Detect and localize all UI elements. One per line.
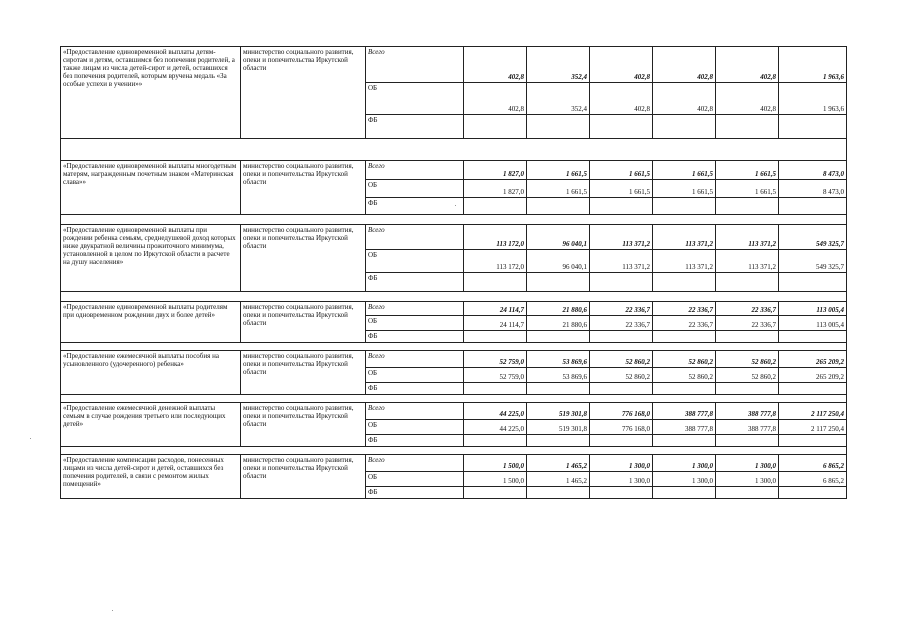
- year-amount-cell: [716, 487, 779, 499]
- year-amount-cell: [527, 198, 590, 215]
- sum-cell: 8 473,0: [779, 180, 847, 198]
- year-amount-cell: 113 371,2: [590, 250, 653, 273]
- year-amount-cell: [527, 435, 590, 447]
- sum-cell: 6 865,2: [779, 472, 847, 487]
- funding-source-label: Всего: [366, 455, 464, 472]
- year-amount-cell: 1 500,0: [464, 472, 527, 487]
- funding-source-label: ОБ: [366, 250, 464, 273]
- year-amount-cell: 1 500,0: [464, 455, 527, 472]
- year-amount-cell: 388 777,8: [716, 403, 779, 420]
- year-amount-cell: 52 860,2: [653, 368, 716, 383]
- year-amount-cell: [653, 115, 716, 139]
- year-amount-cell: [716, 331, 779, 343]
- year-amount-cell: [716, 273, 779, 292]
- year-amount-cell: 24 114,7: [464, 316, 527, 331]
- table-row: [61, 455, 847, 472]
- year-amount-cell: [590, 115, 653, 139]
- year-amount-cell: 402,8: [464, 83, 527, 115]
- year-amount-cell: 519 301,8: [527, 420, 590, 435]
- year-amount-cell: [653, 198, 716, 215]
- year-amount-cell: 402,8: [590, 47, 653, 83]
- table-row: [61, 161, 847, 180]
- measure-description: «Предоставление компенсации расходов, понесенных лицами из числа детей-сирот и детей, оставшихся без попечения родителей, в связи с ремонтом жилых помещений»: [61, 455, 241, 499]
- sum-cell: [779, 383, 847, 395]
- funding-source-label: Всего: [366, 225, 464, 250]
- year-amount-cell: 22 336,7: [590, 316, 653, 331]
- year-amount-cell: 113 371,2: [653, 250, 716, 273]
- funding-source-label: Всего: [366, 302, 464, 316]
- funding-source-label: ОБ: [366, 83, 464, 115]
- year-amount-cell: 52 860,2: [716, 351, 779, 368]
- sum-cell: [779, 115, 847, 139]
- year-amount-cell: 113 371,2: [653, 225, 716, 250]
- funding-source-label: Всего: [366, 403, 464, 420]
- year-amount-cell: [464, 435, 527, 447]
- funding-source-label: ФБ: [366, 435, 464, 447]
- year-amount-cell: [590, 331, 653, 343]
- table-body: [61, 47, 847, 499]
- scan-speck: [112, 610, 113, 611]
- year-amount-cell: 1 300,0: [590, 472, 653, 487]
- group-spacer: [61, 395, 847, 403]
- year-amount-cell: [716, 383, 779, 395]
- year-amount-cell: [527, 115, 590, 139]
- table-row: [61, 403, 847, 420]
- year-amount-cell: 113 371,2: [590, 225, 653, 250]
- year-amount-cell: [464, 198, 527, 215]
- measure-description: «Предоставление единовременной выплаты многодетным матерям, награжденным почетным знаком «Материнская слава»»: [61, 161, 241, 215]
- year-amount-cell: 1 300,0: [716, 455, 779, 472]
- year-amount-cell: 1 661,5: [716, 161, 779, 180]
- year-amount-cell: [464, 383, 527, 395]
- year-amount-cell: 1 300,0: [653, 472, 716, 487]
- sum-cell: [779, 273, 847, 292]
- year-amount-cell: [653, 383, 716, 395]
- year-amount-cell: 388 777,8: [716, 420, 779, 435]
- year-amount-cell: 21 880,6: [527, 316, 590, 331]
- sum-cell: 1 963,6: [779, 83, 847, 115]
- group-spacer: [61, 343, 847, 351]
- year-amount-cell: 1 300,0: [716, 472, 779, 487]
- spacer-cell: [61, 447, 847, 455]
- spacer-cell: [61, 343, 847, 351]
- year-amount-cell: [464, 115, 527, 139]
- year-amount-cell: 52 860,2: [653, 351, 716, 368]
- table-row: [61, 225, 847, 250]
- budget-table: [60, 46, 847, 499]
- year-amount-cell: 1 661,5: [653, 161, 716, 180]
- year-amount-cell: 1 827,0: [464, 161, 527, 180]
- year-amount-cell: [716, 435, 779, 447]
- spacer-cell: [61, 215, 847, 225]
- sum-cell: [779, 331, 847, 343]
- year-amount-cell: [464, 331, 527, 343]
- year-amount-cell: 1 661,5: [527, 180, 590, 198]
- year-amount-cell: 96 040,1: [527, 225, 590, 250]
- year-amount-cell: 776 168,0: [590, 403, 653, 420]
- year-amount-cell: [590, 435, 653, 447]
- year-amount-cell: 388 777,8: [653, 420, 716, 435]
- funding-source-label: ОБ: [366, 316, 464, 331]
- year-amount-cell: 22 336,7: [653, 316, 716, 331]
- year-amount-cell: 44 225,0: [464, 420, 527, 435]
- measure-description: «Предоставление ежемесячной денежной выплаты семьям в случае рождения третьего или последующих детей»: [61, 403, 241, 447]
- measure-description: «Предоставление единовременной выплаты детям-сиротам и детям, оставшимся без попечения родителей, а также лицам из числа детей-сирот и детей, оставшихся без попечения родителей, которым вручена медаль «За особые успехи в учении»»: [61, 47, 241, 139]
- year-amount-cell: [653, 273, 716, 292]
- year-amount-cell: [716, 198, 779, 215]
- year-amount-cell: 113 172,0: [464, 250, 527, 273]
- funding-source-label: ОБ: [366, 180, 464, 198]
- year-amount-cell: 113 371,2: [716, 225, 779, 250]
- year-amount-cell: 113 172,0: [464, 225, 527, 250]
- year-amount-cell: 402,8: [590, 83, 653, 115]
- year-amount-cell: 44 225,0: [464, 403, 527, 420]
- responsible-agency: министерство социального развития, опеки и попечительства Иркутской области: [241, 403, 366, 447]
- year-amount-cell: 1 661,5: [590, 161, 653, 180]
- funding-source-label: ФБ: [366, 383, 464, 395]
- sum-cell: 549 325,7: [779, 225, 847, 250]
- year-amount-cell: 519 301,8: [527, 403, 590, 420]
- year-amount-cell: 22 336,7: [716, 316, 779, 331]
- year-amount-cell: 1 465,2: [527, 472, 590, 487]
- year-amount-cell: 1 661,5: [716, 180, 779, 198]
- year-amount-cell: 52 860,2: [590, 351, 653, 368]
- year-amount-cell: [653, 435, 716, 447]
- funding-source-label: ФБ: [366, 273, 464, 292]
- funding-source-label: Всего: [366, 351, 464, 368]
- sum-cell: [779, 198, 847, 215]
- year-amount-cell: [527, 383, 590, 395]
- table-row: [61, 302, 847, 316]
- year-amount-cell: 388 777,8: [653, 403, 716, 420]
- measure-description: «Предоставление единовременной выплаты родителям при одновременном рождении двух и более детей»: [61, 302, 241, 343]
- sum-cell: [779, 435, 847, 447]
- measure-description: «Предоставление ежемесячной выплаты пособия на усыновленного (удочеренного) ребенка»: [61, 351, 241, 395]
- year-amount-cell: 52 860,2: [590, 368, 653, 383]
- group-spacer: [61, 139, 847, 161]
- responsible-agency: министерство социального развития, опеки и попечительства Иркутской области: [241, 455, 366, 499]
- year-amount-cell: 402,8: [716, 47, 779, 83]
- year-amount-cell: 96 040,1: [527, 250, 590, 273]
- scan-speck: [30, 438, 31, 439]
- funding-source-label: Всего: [366, 161, 464, 180]
- year-amount-cell: [527, 487, 590, 499]
- year-amount-cell: 53 869,6: [527, 368, 590, 383]
- sum-cell: [779, 487, 847, 499]
- sum-cell: 2 117 250,4: [779, 403, 847, 420]
- funding-source-label: ОБ: [366, 472, 464, 487]
- year-amount-cell: [527, 273, 590, 292]
- sum-cell: 2 117 250,4: [779, 420, 847, 435]
- year-amount-cell: 402,8: [653, 47, 716, 83]
- funding-source-label: ОБ: [366, 420, 464, 435]
- year-amount-cell: 402,8: [464, 47, 527, 83]
- year-amount-cell: 1 661,5: [653, 180, 716, 198]
- year-amount-cell: 22 336,7: [716, 302, 779, 316]
- scan-speck: [455, 205, 456, 206]
- sum-cell: 113 005,4: [779, 316, 847, 331]
- year-amount-cell: [464, 273, 527, 292]
- year-amount-cell: 402,8: [653, 83, 716, 115]
- group-spacer: [61, 447, 847, 455]
- spacer-cell: [61, 292, 847, 302]
- sum-cell: 113 005,4: [779, 302, 847, 316]
- funding-source-label: Всего: [366, 47, 464, 83]
- year-amount-cell: [527, 331, 590, 343]
- funding-source-label: ФБ: [366, 115, 464, 139]
- sum-cell: 549 325,7: [779, 250, 847, 273]
- year-amount-cell: 52 759,0: [464, 368, 527, 383]
- year-amount-cell: 21 880,6: [527, 302, 590, 316]
- spacer-cell: [61, 139, 847, 161]
- year-amount-cell: 352,4: [527, 47, 590, 83]
- year-amount-cell: 1 465,2: [527, 455, 590, 472]
- year-amount-cell: [590, 198, 653, 215]
- spacer-cell: [61, 395, 847, 403]
- sum-cell: 1 963,6: [779, 47, 847, 83]
- year-amount-cell: [590, 487, 653, 499]
- responsible-agency: министерство социального развития, опеки и попечительства Иркутской области: [241, 47, 366, 139]
- responsible-agency: министерство социального развития, опеки и попечительства Иркутской области: [241, 302, 366, 343]
- year-amount-cell: [716, 115, 779, 139]
- sum-cell: 8 473,0: [779, 161, 847, 180]
- measure-description: «Предоставление единовременной выплаты при рождении ребенка семьям, среднедушевой доход которых ниже двукратной величины прожиточного минимума, установленной в целом по Иркутской области в расчете на душу населения»: [61, 225, 241, 292]
- responsible-agency: министерство социального развития, опеки и попечительства Иркутской области: [241, 161, 366, 215]
- group-spacer: [61, 292, 847, 302]
- year-amount-cell: [464, 487, 527, 499]
- year-amount-cell: 402,8: [716, 83, 779, 115]
- group-spacer: [61, 215, 847, 225]
- year-amount-cell: 22 336,7: [653, 302, 716, 316]
- year-amount-cell: [590, 383, 653, 395]
- year-amount-cell: 24 114,7: [464, 302, 527, 316]
- year-amount-cell: 1 661,5: [590, 180, 653, 198]
- year-amount-cell: 352,4: [527, 83, 590, 115]
- funding-source-label: ФБ: [366, 487, 464, 499]
- year-amount-cell: 53 869,6: [527, 351, 590, 368]
- year-amount-cell: 1 661,5: [527, 161, 590, 180]
- year-amount-cell: 113 371,2: [716, 250, 779, 273]
- funding-source-label: ФБ: [366, 331, 464, 343]
- year-amount-cell: [653, 487, 716, 499]
- year-amount-cell: [590, 273, 653, 292]
- year-amount-cell: 1 300,0: [590, 455, 653, 472]
- funding-source-label: ФБ: [366, 198, 464, 215]
- year-amount-cell: 1 300,0: [653, 455, 716, 472]
- table-row: [61, 351, 847, 368]
- year-amount-cell: 22 336,7: [590, 302, 653, 316]
- table-row: [61, 47, 847, 83]
- responsible-agency: министерство социального развития, опеки и попечительства Иркутской области: [241, 225, 366, 292]
- year-amount-cell: 52 759,0: [464, 351, 527, 368]
- sum-cell: 6 865,2: [779, 455, 847, 472]
- year-amount-cell: [653, 331, 716, 343]
- sum-cell: 265 209,2: [779, 368, 847, 383]
- year-amount-cell: 52 860,2: [716, 368, 779, 383]
- funding-source-label: ОБ: [366, 368, 464, 383]
- sum-cell: 265 209,2: [779, 351, 847, 368]
- responsible-agency: министерство социального развития, опеки и попечительства Иркутской области: [241, 351, 366, 395]
- year-amount-cell: 1 827,0: [464, 180, 527, 198]
- year-amount-cell: 776 168,0: [590, 420, 653, 435]
